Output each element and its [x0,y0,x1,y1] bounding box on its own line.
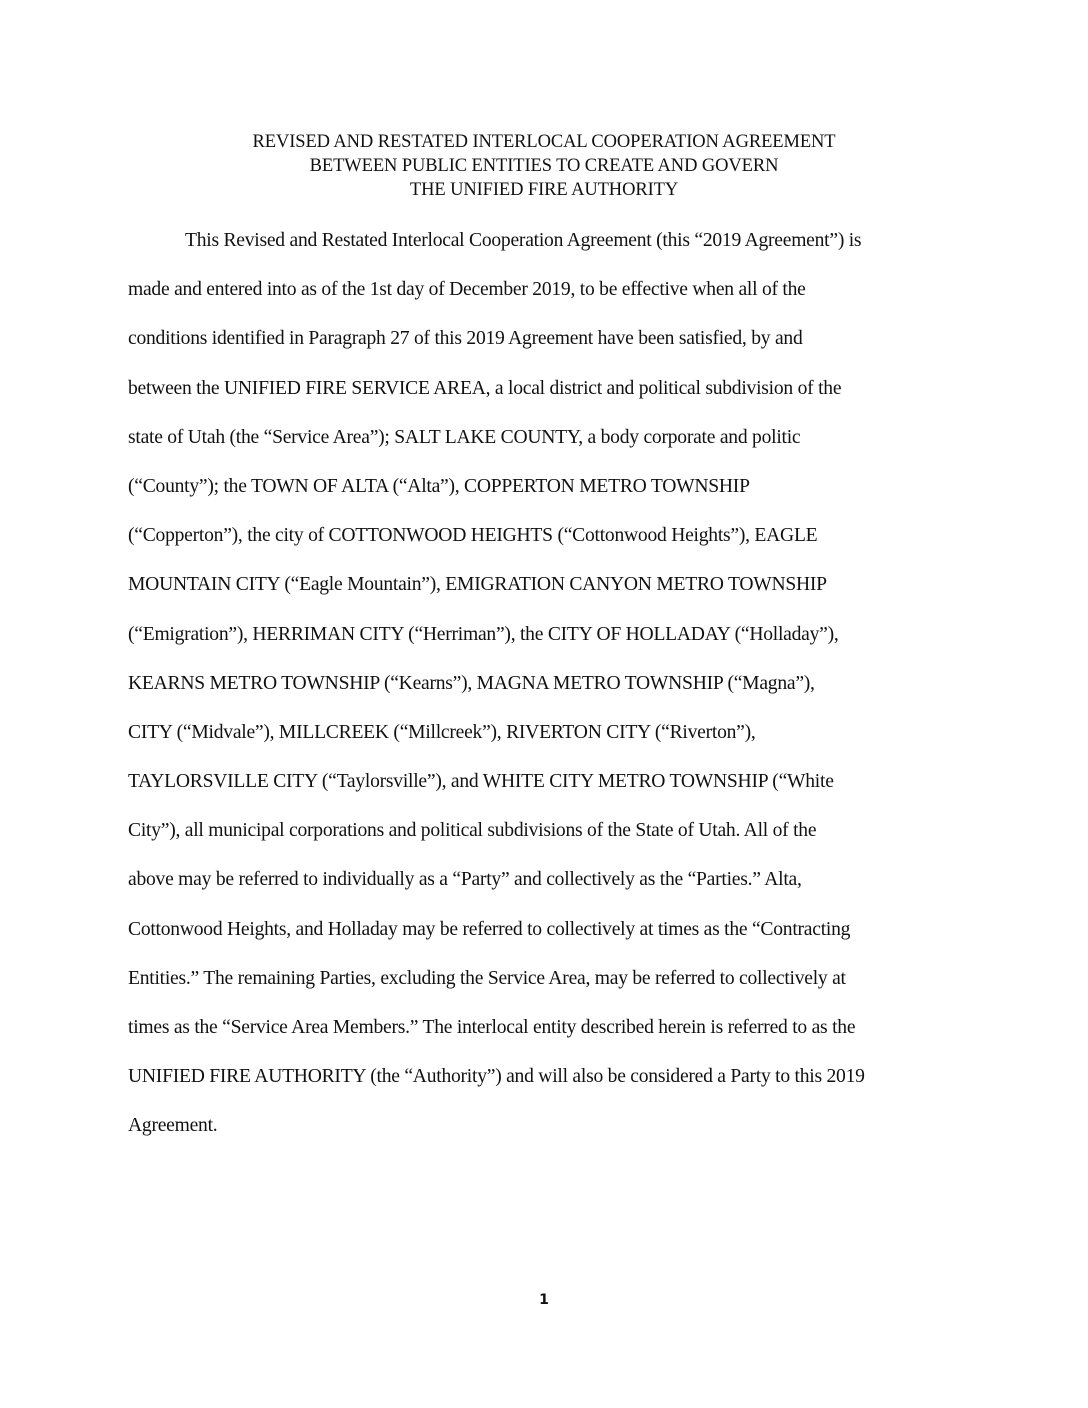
body-line: City”), all municipal corporations and political subdivisions of the State of Utah. All of the [128,820,817,842]
title-line-1: REVISED AND RESTATED INTERLOCAL COOPERATION AGREEMENT [252,132,836,152]
body-line: Agreement. [128,1115,218,1137]
body-line: KEARNS METRO TOWNSHIP (“Kearns”), MAGNA METRO TOWNSHIP (“Magna”), [128,672,815,694]
title-line-2: BETWEEN PUBLIC ENTITIES TO CREATE AND GOVERN [309,156,779,176]
body-line: This Revised and Restated Interlocal Cooperation Agreement (this “2019 Agreement”) is [185,230,862,251]
body-line: times as the “Service Area Members.” The interlocal entity described herein is referred to as the [128,1017,856,1038]
body-line: between the UNIFIED FIRE SERVICE AREA, a local district and political subdivision of the [128,377,842,399]
body-line: CITY (“Midvale”), MILLCREEK (“Millcreek”), RIVERTON CITY (“Riverton”), [128,721,756,743]
document-body [128,226,968,1161]
body-line: UNIFIED FIRE AUTHORITY (the “Authority”) and will also be considered a Party to this 2019 [128,1066,865,1088]
body-line: TAYLORSVILLE CITY (“Taylorsville”), and WHITE CITY METRO TOWNSHIP (“White [128,771,834,793]
body-line: above may be referred to individually as a “Party” and collectively as the “Parties.” Alta, [128,869,802,891]
body-line: MOUNTAIN CITY (“Eagle Mountain”), EMIGRATION CANYON METRO TOWNSHIP [128,574,827,596]
title-line-3: THE UNIFIED FIRE AUTHORITY [409,180,679,200]
body-line: (“Copperton”), the city of COTTONWOOD HEIGHTS (“Cottonwood Heights”), EAGLE [128,525,818,547]
document-title [0,130,1088,202]
body-line: Entities.” The remaining Parties, excluding the Service Area, may be referred to collectively at [128,967,846,989]
body-line: conditions identified in Paragraph 27 of this 2019 Agreement have been satisfied, by and [128,328,803,350]
body-line: (“Emigration”), HERRIMAN CITY (“Herriman”), the CITY OF HOLLADAY (“Holladay”), [128,623,839,645]
body-line: Cottonwood Heights, and Holladay may be referred to collectively at times as the “Contracting [128,918,851,940]
body-line: made and entered into as of the 1st day of December 2019, to be effective when all of the [128,279,806,301]
body-line: (“County”); the TOWN OF ALTA (“Alta”), COPPERTON METRO TOWNSHIP [128,475,750,497]
page-number: 1 [539,1292,549,1308]
body-line: state of Utah (the “Service Area”); SALT LAKE COUNTY, a body corporate and politic [128,426,801,448]
